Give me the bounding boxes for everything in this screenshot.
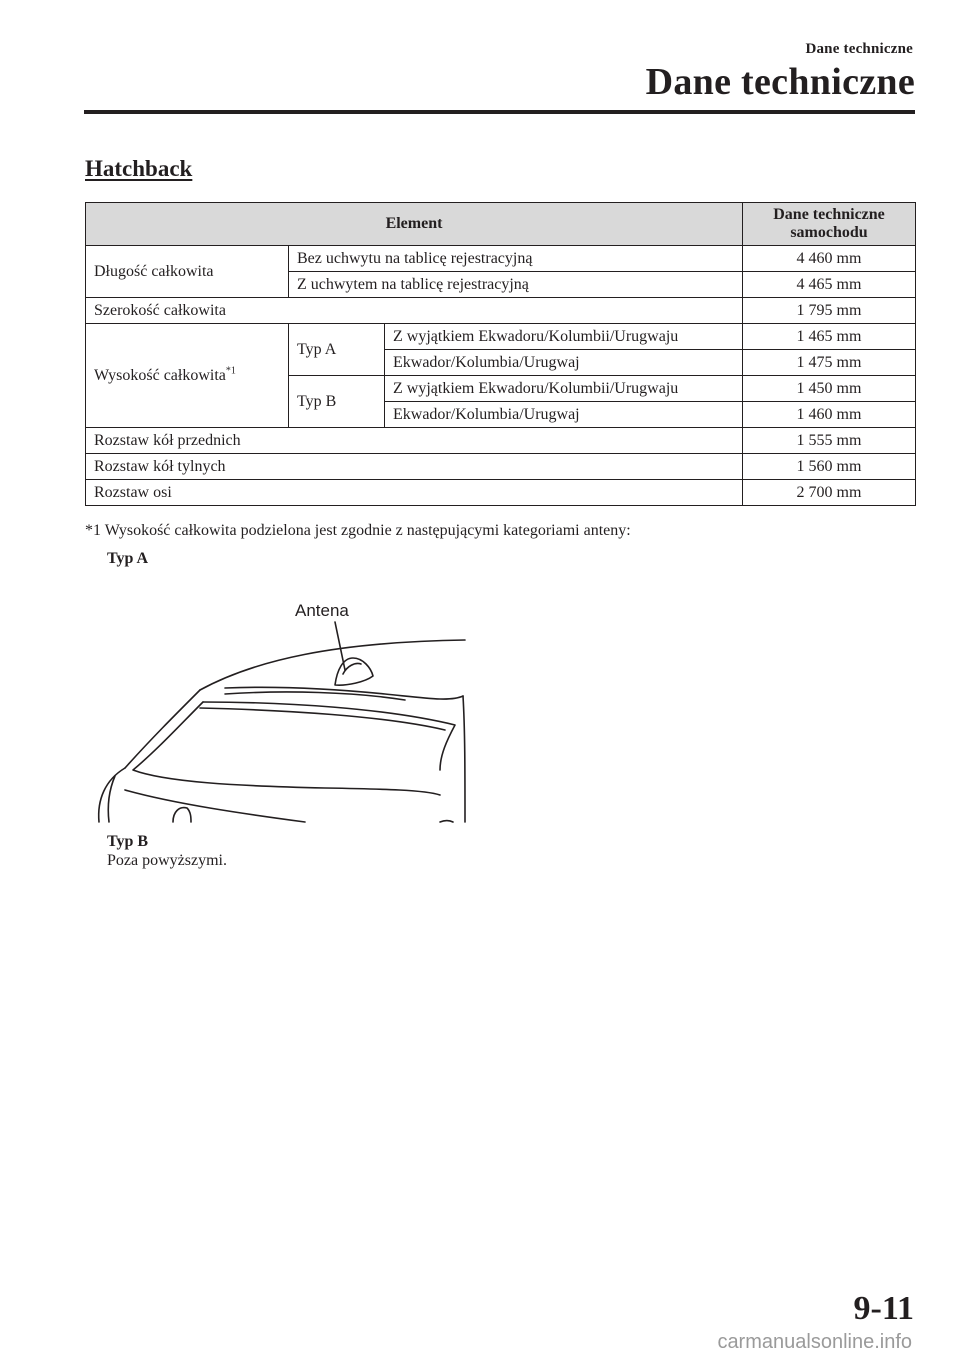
header-element: Element [86, 203, 743, 246]
table-row [86, 324, 916, 350]
cell-desc: Z uchwytem na tablicę rejestracyjną [289, 272, 743, 298]
typ-a-label: Typ A [107, 550, 149, 567]
header-spec: Dane techniczne samochodu [743, 203, 916, 246]
cell-desc: Ekwador/Kolumbia/Urugwaj [385, 350, 743, 376]
cell-value: 1 795 mm [743, 298, 916, 324]
watermark: carmanualsonline.info [717, 1331, 912, 1353]
antenna-label: Antena [295, 601, 349, 620]
section-heading: Hatchback [85, 156, 193, 181]
cell-value: 1 450 mm [743, 376, 916, 402]
spec-table [85, 202, 916, 506]
cell-desc: Bez uchwytu na tablicę rejestracyjną [289, 246, 743, 272]
cell-value: 2 700 mm [743, 480, 916, 506]
cell-desc: Z wyjątkiem Ekwadoru/Kolumbii/Urugwaju [385, 324, 743, 350]
running-header-title: Dane techniczne [645, 61, 915, 103]
footnote-mark: *1 [225, 365, 236, 377]
cell-value: 1 555 mm [743, 428, 916, 454]
cell-value: 1 475 mm [743, 350, 916, 376]
cell-value: 4 460 mm [743, 246, 916, 272]
type-a-cell: Typ A [289, 324, 385, 376]
rear-track-label: Rozstaw kół tylnych [86, 454, 743, 480]
table-row [86, 428, 916, 454]
table-row [86, 454, 916, 480]
table-row [86, 246, 916, 272]
typ-b-text: Poza powyższymi. [107, 852, 227, 869]
typ-b-label: Typ B [107, 833, 149, 850]
running-header-small: Dane techniczne [805, 41, 913, 57]
footnote: *1 Wysokość całkowita podzielona jest zgodnie z następującymi kategoriami anteny: [85, 522, 631, 539]
cell-value: 4 465 mm [743, 272, 916, 298]
length-label: Długość całkowita [86, 246, 289, 298]
height-label-text: Wysokość całkowita [94, 366, 226, 384]
table-row [86, 298, 916, 324]
cell-desc: Ekwador/Kolumbia/Urugwaj [385, 402, 743, 428]
height-label [86, 324, 289, 428]
cell-desc: Z wyjątkiem Ekwadoru/Kolumbii/Urugwaju [385, 376, 743, 402]
header-divider [84, 110, 915, 114]
cell-value: 1 560 mm [743, 454, 916, 480]
cell-value: 1 460 mm [743, 402, 916, 428]
front-track-label: Rozstaw kół przednich [86, 428, 743, 454]
page-number: 9-11 [853, 1290, 914, 1327]
wheelbase-label: Rozstaw osi [86, 480, 743, 506]
cell-value: 1 465 mm [743, 324, 916, 350]
table-row [86, 480, 916, 506]
width-label: Szerokość całkowita [86, 298, 743, 324]
antenna-illustration [85, 590, 470, 830]
type-b-cell: Typ B [289, 376, 385, 428]
